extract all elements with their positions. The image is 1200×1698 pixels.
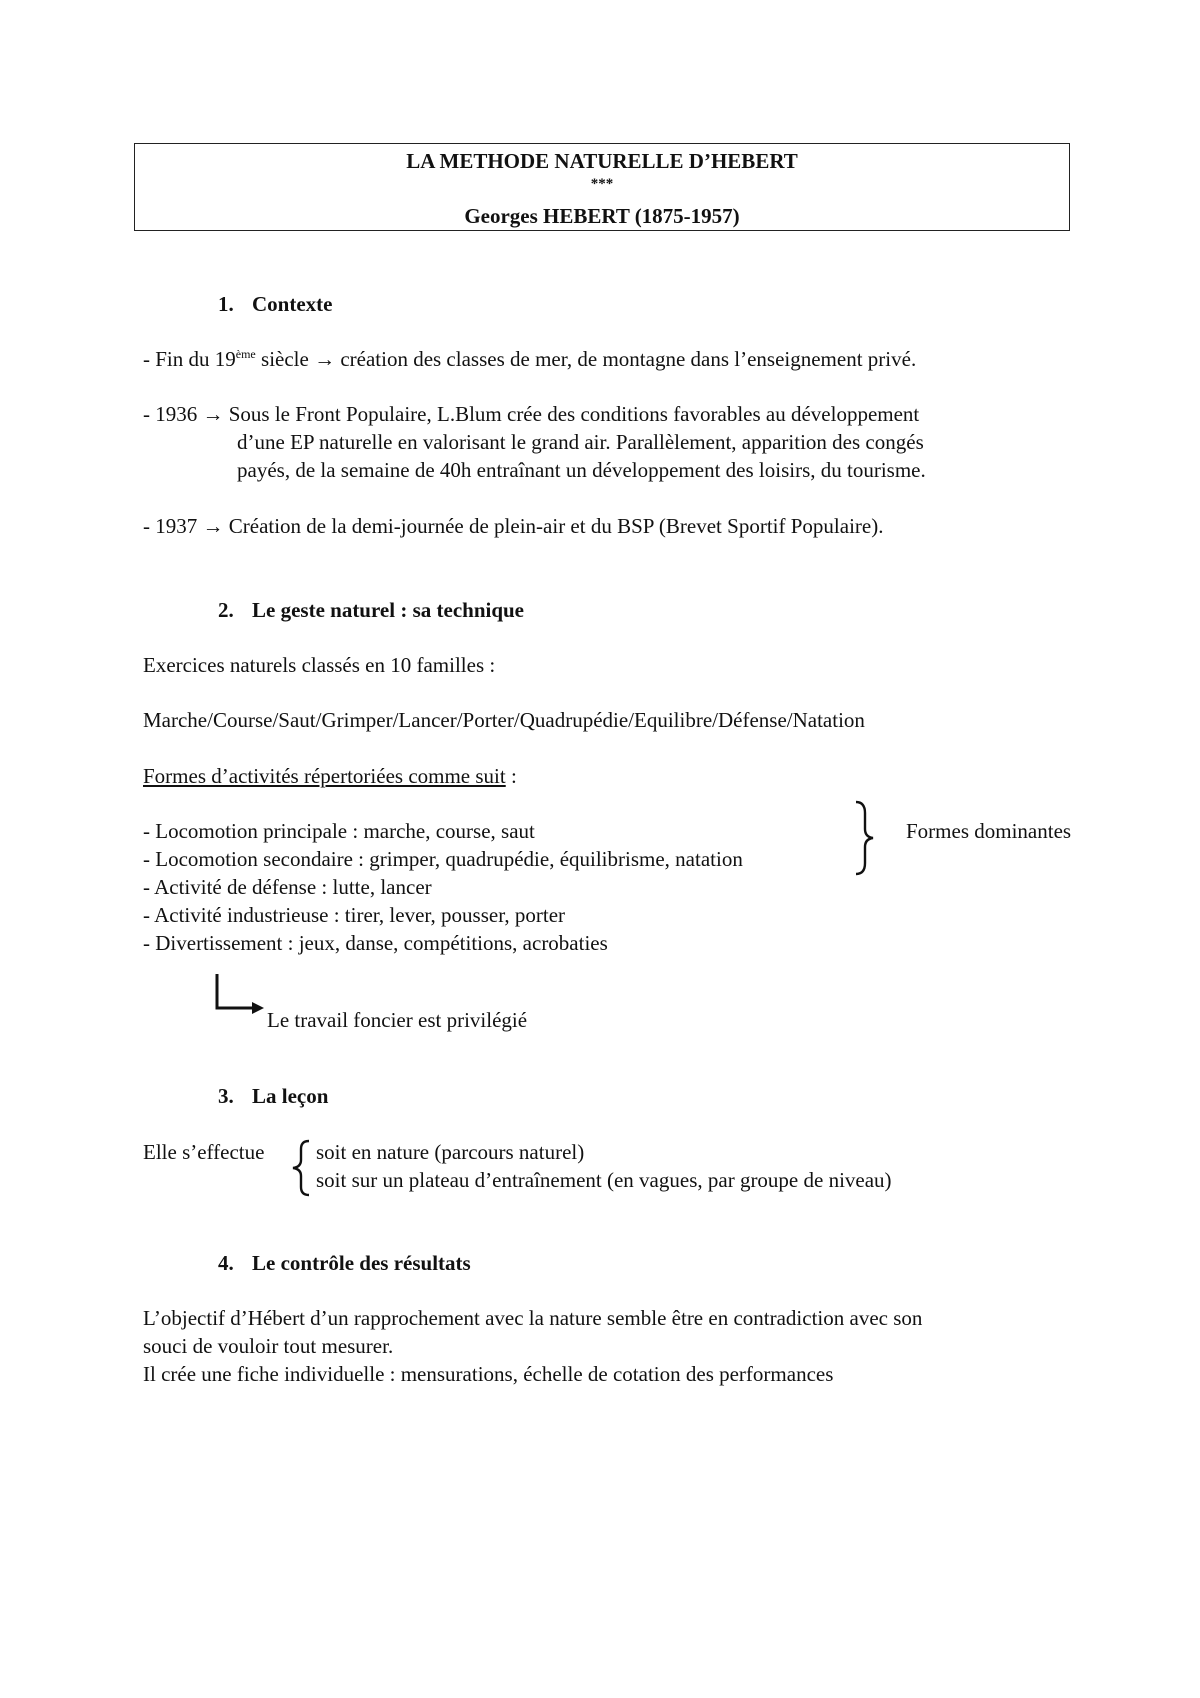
contexte-paragraph-2-line-1: - 1936 → Sous le Front Populaire, L.Blum crée des conditions favorables au développement <box>143 402 920 426</box>
geste-conclusion: Le travail foncier est privilégié <box>267 1008 528 1032</box>
formes-dominantes-label: Formes dominantes <box>906 819 1072 843</box>
section-heading-contexte <box>218 290 332 318</box>
section-heading-controle <box>218 1249 471 1277</box>
text-run: - Fin du 19 <box>143 347 236 371</box>
contexte-paragraph-3: - 1937 → Création de la demi-journée de plein-air et du BSP (Brevet Sportif Populaire). <box>143 514 884 538</box>
lecon-lead: Elle s’effectue <box>143 1140 265 1164</box>
section-title: Contexte <box>252 292 333 316</box>
geste-familles: Marche/Course/Saut/Grimper/Lancer/Porter/Quadrupédie/Equilibre/Défense/Natation <box>143 708 865 732</box>
lecon-option-1: soit en nature (parcours naturel) <box>316 1140 585 1164</box>
forme-item: - Activité de défense : lutte, lancer <box>143 875 432 899</box>
section-title: La leçon <box>252 1084 329 1108</box>
section-number: 4. <box>218 1251 234 1275</box>
section-heading-lecon <box>218 1082 328 1110</box>
contexte-paragraph-2-line-2: d’une EP naturelle en valorisant le grand air. Parallèlement, apparition des congés <box>237 430 924 454</box>
left-curly-brace-icon <box>290 1138 312 1198</box>
lecon-option-2: soit sur un plateau d’entraînement (en vagues, par groupe de niveau) <box>316 1168 892 1192</box>
title-box <box>134 143 1070 231</box>
section-number: 1. <box>218 292 234 316</box>
document-subtitle: Georges HEBERT (1875-1957) <box>464 204 740 228</box>
section-number: 2. <box>218 598 234 622</box>
forme-item: - Divertissement : jeux, danse, compétitions, acrobaties <box>143 931 608 955</box>
superscript: ème <box>235 347 256 361</box>
forme-item: - Activité industrieuse : tirer, lever, pousser, porter <box>143 903 566 927</box>
section-title: Le contrôle des résultats <box>252 1251 471 1275</box>
section-title: Le geste naturel : sa technique <box>252 598 525 622</box>
forme-item: - Locomotion principale : marche, course, saut <box>143 819 535 843</box>
document-title: LA METHODE NATURELLE D’HEBERT <box>406 149 798 173</box>
forme-item: - Locomotion secondaire : grimper, quadrupédie, équilibrisme, natation <box>143 847 743 871</box>
right-curly-brace-icon <box>852 799 876 877</box>
controle-line-3: Il crée une fiche individuelle : mensurations, échelle de cotation des performances <box>143 1362 834 1386</box>
controle-line-1: L’objectif d’Hébert d’un rapprochement avec la nature semble être en contradiction avec son <box>143 1306 923 1330</box>
text-run: siècle → création des classes de mer, de montagne dans l’enseignement privé. <box>255 347 917 371</box>
contexte-paragraph-2-line-3: payés, de la semaine de 40h entraînant un développement des loisirs, du tourisme. <box>237 458 926 482</box>
section-heading-geste <box>218 596 524 624</box>
title-separator: *** <box>590 176 614 192</box>
formes-heading <box>143 762 517 790</box>
section-number: 3. <box>218 1084 234 1108</box>
geste-intro: Exercices naturels classés en 10 familles : <box>143 653 496 677</box>
formes-colon: : <box>505 764 517 788</box>
controle-line-2: souci de vouloir tout mesurer. <box>143 1334 394 1358</box>
contexte-paragraph-1 <box>143 345 916 373</box>
formes-label: Formes d’activités répertoriées comme suit <box>143 764 506 788</box>
elbow-arrow-icon <box>210 972 270 1016</box>
